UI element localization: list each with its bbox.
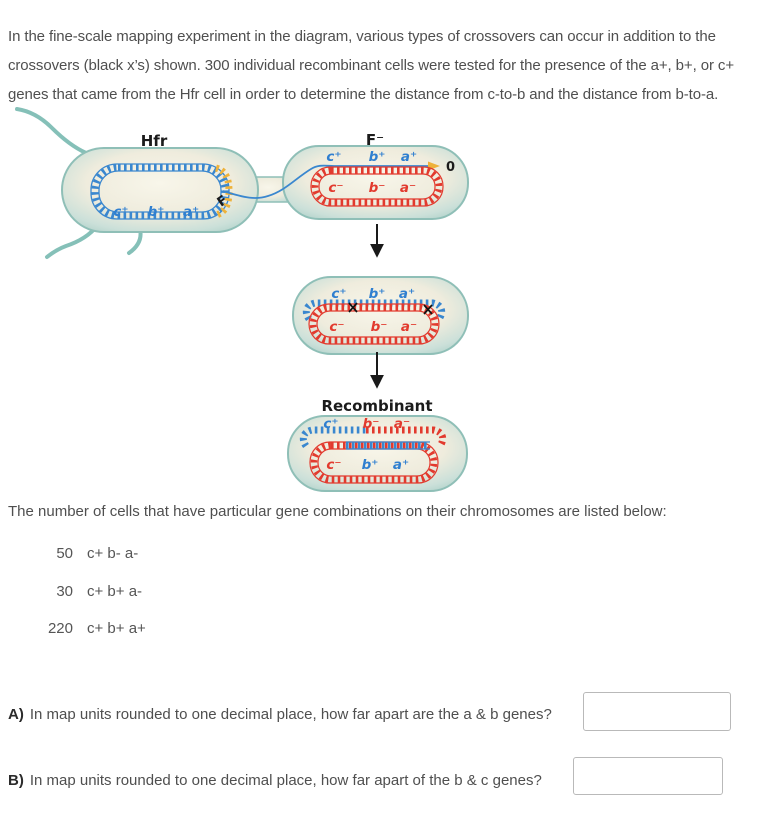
hfr-cell: [62, 148, 258, 232]
counts-intro: The number of cells that have particular gene combinations on their chromosomes are listed below:: [8, 503, 667, 520]
recomb-frag-gene-a: a⁻: [393, 416, 411, 432]
recipient-gene-b: b⁻: [368, 180, 386, 196]
count-combo: c+ b+ a-: [87, 583, 143, 600]
recombinant-title: Recombinant: [321, 397, 433, 415]
count-value: 50: [56, 545, 73, 562]
recombinant-cell: [288, 416, 467, 491]
recipient-gene-a: a⁻: [399, 180, 417, 196]
question-a: [8, 706, 578, 723]
recomb-chrom-gene-b: b⁺: [361, 457, 379, 473]
recipient-gene-c: c⁻: [328, 180, 344, 196]
question-b: [8, 772, 578, 789]
count-combo: c+ b+ a+: [87, 620, 146, 637]
recomb-frag-gene-b: b⁻: [362, 416, 380, 432]
hfr-gene-c: c⁺: [113, 204, 129, 220]
recomb-chrom-gene-c: c⁻: [326, 457, 342, 473]
answer-input-b[interactable]: [573, 757, 723, 795]
hfr-title: Hfr: [140, 132, 168, 150]
count-combo: c+ b- a-: [87, 545, 139, 562]
answer-input-a[interactable]: [583, 692, 731, 731]
transfer-gene-c: c⁺: [326, 149, 342, 165]
question-b-label: B): [8, 772, 24, 789]
transfer-gene-a: a⁺: [400, 149, 418, 165]
pairing-top-gene-b: b⁺: [368, 286, 386, 302]
intro-paragraph: In the fine-scale mapping experiment in the diagram, various types of crossovers can occur in addition to the crossovers (black x’s) shown. 300 individual recombinant cells were tested for the presence of the a+, b+, or c+ genes that came from the Hfr cell in order to determine the distance from c-to-b and the distance from b-to-a.: [8, 28, 734, 103]
origin-label: 0: [446, 160, 456, 175]
recomb-frag-gene-c: c⁺: [323, 416, 339, 432]
recomb-chrom-gene-a: a⁺: [392, 457, 410, 473]
count-value: 30: [56, 583, 73, 600]
hfr-gene-b: b⁺: [147, 204, 165, 220]
question-a-text: In map units rounded to one decimal place, how far apart are the a & b genes?: [29, 706, 552, 723]
pairing-cell: [293, 277, 468, 354]
question-b-text: In map units rounded to one decimal place, how far apart of the b & c genes?: [29, 772, 542, 789]
pairing-bottom-gene-b: b⁻: [370, 319, 388, 335]
pairing-top-gene-a: a⁺: [398, 286, 416, 302]
pairing-bottom-gene-c: c⁻: [329, 319, 345, 335]
transfer-gene-b: b⁺: [368, 149, 386, 165]
pairing-top-gene-c: c⁺: [331, 286, 347, 302]
pairing-bottom-gene-a: a⁻: [400, 319, 418, 335]
f-factor-label: F: [214, 192, 231, 211]
f-minus-title: F⁻: [365, 131, 385, 149]
question-a-label: A): [8, 706, 24, 723]
hfr-gene-a: a⁺: [182, 204, 200, 220]
count-value: 220: [47, 620, 73, 637]
